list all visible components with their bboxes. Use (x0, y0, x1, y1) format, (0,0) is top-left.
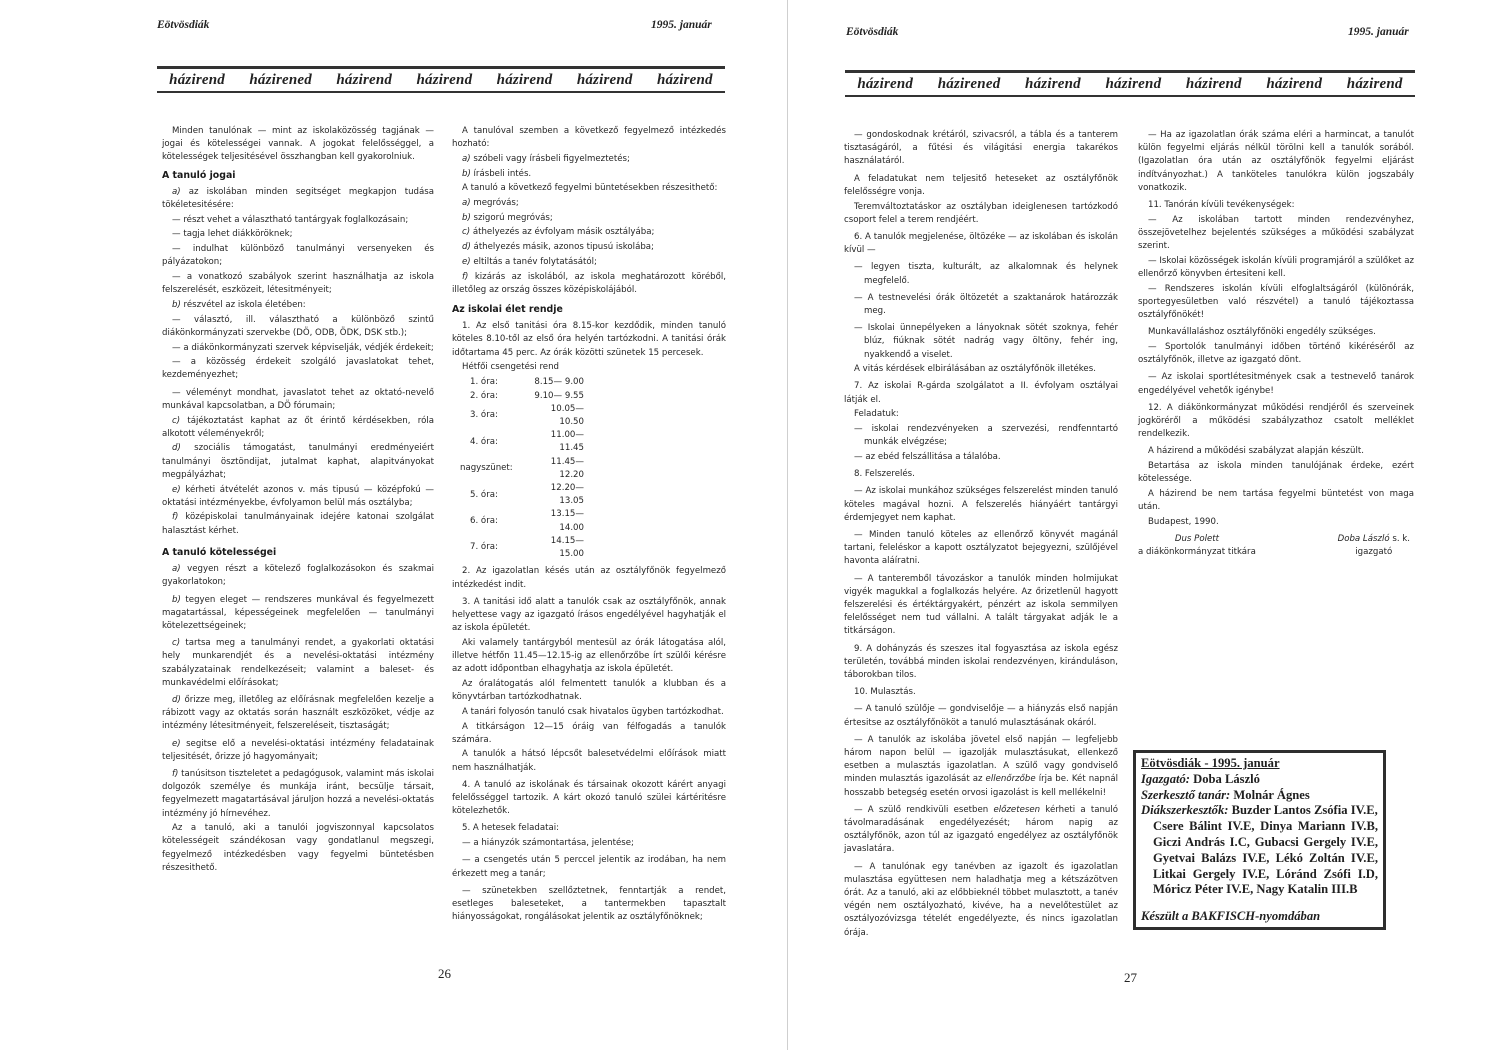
penalty: d) áthelyezés másik, azonos tipusú iskolába; (462, 242, 654, 253)
page-number-right: 27 (1124, 970, 1137, 985)
schedule-title: Hétfői csengetési rend (462, 362, 559, 373)
penalty: f) kizárás az iskolából, az iskola meghatározott köréből, illetőleg az ország összes középiskolájából. (452, 271, 726, 295)
right-a-item: — a vonatkozó szabályok szerint használhatja az iskola felszerelését, eszközeit, létesitményeit; (162, 272, 434, 296)
right-c: c) tájékoztatást kaphat az őt érintő kérdésekben, róla alkotott véleményekről; (162, 415, 434, 439)
schedule-row: 4. óra: 11.00—11.45 (470, 430, 584, 454)
rule-7-item: — az ebéd felszállitása a tálalóba. (854, 451, 1001, 462)
schedule-row: 7. óra: 14.15—15.00 (470, 535, 584, 560)
band-word: házirened (937, 75, 1001, 92)
schedule-row: 2. óra: 9.10— 9.55 (470, 390, 584, 401)
rule-9: 9. A dohányzás és szeszes ital fogyasztása az iskola egész területén, továbbá minden iskolai rendezvényen, kiránduláson, táborokban tilos. (844, 643, 1118, 681)
measure: b) írásbeli intés. (462, 168, 532, 179)
right-a-item: — indulhat különböző tanulmányi versenyeken és pályázatokon; (162, 244, 434, 268)
duty: e) segitse elő a nevelési-oktatási intézmény feladatainak teljesitését, őrizze jó hagyományait; (162, 738, 434, 762)
band-word: házirend (857, 75, 914, 92)
duty: a) vegyen részt a kötelező foglalkozásokon és szakmai gyakorlatokon; (162, 564, 434, 588)
running-head-date: 1995. január (651, 19, 712, 31)
penalties-intro: A tanuló a következő fegyelmi büntetésekben részesithető: (462, 183, 718, 194)
rule-11-item: — Sportolók tanulmányi időben történő kikéréséről az osztályfőnök, illetve az igazgató dönt. (1138, 342, 1414, 366)
running-head-title: Eötvösdiák (846, 26, 899, 38)
band-word: házirend (1266, 75, 1323, 92)
paragraph: Munkavállaláshoz osztályfőnöki engedély szükséges. (1148, 327, 1376, 338)
band-word: házirend (169, 71, 225, 88)
measure: a) szóbeli vagy írásbeli figyelmeztetés; (462, 153, 630, 164)
schedule-row: 1. óra: 8.15— 9.00 (470, 377, 584, 388)
band-word: házirend (1025, 75, 1081, 92)
signatures (1138, 533, 1414, 558)
right-b-item: — választó, ill. választható a különböző szintű diákönkormányzati szervekbe (DÖ, ODB, ÖDK, DSK stb.); (162, 314, 434, 338)
imprint-box (1133, 750, 1386, 930)
penalty: c) áthelyezés az évfolyam másik osztályába; (462, 227, 655, 238)
penalty: b) szigorú megróvás; (462, 212, 553, 223)
rule-6: 6. A tanulók megjelenése, öltözéke — az iskolában és iskolán kívül — (844, 231, 1118, 256)
duty: b) tegyen eleget — rendszeres munkával és fegyelmezett magatartással, képességeinek megfelelően — tanulmányi kötelezettségeinek; (162, 594, 434, 631)
rule-10-item: — A szülő rendkivüli esetben előzetesen kérheti a tanuló távolmaradásának engedélyezését; három napig az osztályfőnök, azon túl az igazgató engedélyez az osztályfőnök javaslatára. (844, 804, 1119, 855)
rule-10-item: — A tanuló szülője — gondviselője — a hiányzás első napján értesitse az osztályfőnököt a tanuló mulasztásának okáról. (844, 704, 1118, 728)
section-band (845, 70, 1415, 97)
right-b-item: — véleményt mondhat, javaslatot tehet az oktató-nevelő munkával kapcsolatban, a DÖ fórumain; (162, 387, 434, 411)
paragraph: A vitás kérdések elbirálásában az osztályfőnök illetékes. (854, 364, 1096, 375)
intro-paragraph: Minden tanulónak — mint az iskolaközösség tagjának — jogai és kötelességei vannak. A jogokat felelősséggel, a kötelességek teljesitésével összhangban kell gyakorolniuk. (162, 126, 434, 163)
rule-5-item: — a csengetés után 5 perccel jelentik az irodában, ha nem érkezett meg a tanár; (452, 855, 726, 879)
rule-3c: Az óralátogatás alól felmentett tanulók a klubban és a könyvtárban tartózkodhatnak. (452, 678, 726, 703)
rule-8-item: — Minden tanuló köteles az ellenőrző könyvét magánál tartani, feleléskor a kapott osztályzatot bejegyezni, szülőjével havonta aláíratni. (844, 529, 1118, 567)
band-word: házirened (249, 71, 312, 88)
column-right-1 (844, 129, 1118, 941)
imprint-title: Eötvösdiák - 1995. január (1141, 756, 1280, 770)
duty: c) tartsa meg a tanulmányi rendet, a gyakorlati oktatási hely munkarendjét és a nevelési-oktatási intézmény szabályzatainak rendelkezéseit; valamint a baleset- és munkavédelmi előírásokat; (162, 638, 435, 688)
rule-11-item: — Rendszeres iskolán kívüli elfoglaltságáról (különórák, sportegyesületben való részvétel) a tanuló tájékoztassa osztályfőnökét! (1138, 283, 1414, 321)
rule-11-item: — Az iskolai sportlétesitmények csak a testnevelő tanárok engedélyével vehetők igénybe! (1138, 372, 1414, 396)
rule-3e: A titkárságon 12—15 óráig van félfogadás a tanulók számára. (452, 721, 726, 745)
page-number-left: 26 (438, 966, 451, 981)
paragraph: A házirend a működési szabályzat alapján készült. (1148, 446, 1364, 457)
signature-right: Doba László s. k. igazgató (1337, 534, 1410, 557)
rule-8: 8. Felszerelés. (854, 469, 915, 480)
rule-5-item: — szünetekben szellőztetnek, fenntartják a rendet, esetleges baleseteket, a tantermekben tapasztalt hiányosságokat, rongálásokat jelentik az osztályfőnöknek; (452, 885, 726, 923)
imprint-editor: Szerkesztő tanár: Molnár Ágnes (1141, 787, 1310, 802)
band-word: házirend (336, 71, 393, 88)
penalty: a) megróvás; (462, 198, 519, 209)
band-word: házirend (656, 71, 713, 88)
column-left-2 (452, 125, 726, 926)
rule-10-item: — A tanulók az iskolába jövetel első napján — legfeljebb három napon belül — igazolják mulasztásukat, ellenkező esetben a mulasztás igazolatlan. A szülő vagy gondviselő minden mulasztás igazolását az ellenőrzőbe írja be. Két napnál hosszabb betegség esetén orvosi igazolást is kell mellékelni! (844, 734, 1118, 798)
rule-4: 4. A tanuló az iskolának és társainak okozott kárért anyagi felelősséggel tartozik. A kárt okozó tanuló szülei kártéritésre kötelezhetők. (452, 779, 726, 817)
rule-8-item: — A tanteremből távozáskor a tanulók minden holmijukat vigyék magukkal a foglalkozás helyére. Az őrizetlenül hagyott felszerelési és értéktárgyakért, pénzért az iskola semmilyen felelősséget nem tud vállalni. A talált tárgyakat adják le a titkárságon. (844, 573, 1118, 637)
imprint-students: Csere Bálint IV.E, Dinya Mariann IV.B, Giczi András I.C, Gubacsi Gergely IV.E, Gyetvai Balázs IV.E, Lékó Zoltán IV.E, Litkai Gergely IV.E, Lóránd Zsófi I.D, Móricz Péter IV.E, Nagy Katalin III.B (1153, 819, 1378, 897)
duty: d) őrizze meg, illetőleg az előírásnak megfelelően kezelje a rábizott vagy az oktatás során használt eszközöket, védje az intézmény létesitményeit, felszereléseit, tisztaságát; (162, 694, 435, 732)
imprint-students-label: Diákszerkesztők: Buzder Lantos Zsófia IV.E, (1141, 803, 1378, 818)
duty: f) tanúsitson tiszteletet a pedagógusok, valamint más iskolai dolgozók személye és munkája iránt, becsülje társait, fegyelmezett magatartásával járuljon hozzá a nevelési-oktatás intézmény jó hírnevéhez. (162, 768, 434, 819)
rule-10: 10. Mulasztás. (854, 687, 916, 698)
rule-8-item: — Az iskolai munkához szükséges felszerelést minden tanuló köteles magával hozni. A felszerelés hiányáért tantárgyi érdemjegyet nem kaphat. (844, 486, 1118, 523)
right-b-item: — a közösség érdekeit szolgáló javaslatokat tehet, kezdeményezhet; (162, 357, 434, 381)
right-a-item: — tagja lehet diákköröknek; (172, 229, 293, 240)
heading-rights: A tanuló jogai (162, 169, 236, 181)
place-date: Budapest, 1990. (1148, 516, 1219, 527)
duty-item: — gondoskodnak krétáról, szivacsról, a tábla és a tanterem tisztaságáról, a fűtési és világitási energia takarékos használatáról. (844, 130, 1118, 167)
rule-6-item: — A testnevelési órák öltözetét a szaktanárok határozzák meg. (854, 292, 1118, 316)
rule-5: 5. A hetesek feladatai: (462, 823, 560, 834)
rule-10-item: — A tanulónak egy tanévben az igazolt és igazolatlan mulasztása együttesen nem haladhatja meg a kétszázötven órát. Az a tanuló, aki az előbbieknél többet mulasztott, a tanév végén nem osztályozható, kivéve, ha a nevelőtestület az osztályozóvizsga tételét engedélyezte, és nincs igazolatlan órája. (844, 861, 1118, 938)
imprint-director: Igazgató: Doba László (1141, 771, 1260, 786)
right-e: e) kérheti átvételét azonos v. más tipusú — középfokú — oktatási intézményekbe, évfolyamon belül más osztályba; (162, 484, 434, 508)
right-a: a) az iskolában minden segitséget megkapjon tudása tökéletesitésére: (162, 186, 434, 211)
schedule-row: 6. óra: 13.15—14.00 (470, 509, 584, 533)
right-b: b) részvétel az iskola életében: (172, 299, 306, 310)
rule-12: 12. A diákönkormányzat működési rendjéről és szerveinek jogköréről a működési szabályzathoz csatolt melléklet rendelkezik. (1138, 402, 1414, 440)
band-word: házirend (1346, 75, 1403, 92)
paragraph: A feladatukat nem teljesitő heteseket az osztályfőnök felelősségre vonja. (844, 173, 1118, 197)
rule-3: 3. A tanitási idő alatt a tanulók csak az osztályfőnök, annak helyettese vagy az igazgató írásos engedélyével hagyhatják el az iskola épületét. (452, 596, 726, 634)
paragraph: Betartása az iskola minden tanulójának érdeke, ezért kötelessége. (1138, 461, 1414, 485)
rule-7-item: — iskolai rendezvényeken a szervezési, rendfenntartó munkák elvégzése; (854, 424, 1118, 448)
paragraph: A házirend be nem tartása fegyelmi büntetést von maga után. (1138, 489, 1414, 513)
right-b-item: — a diákönkormányzati szervek képviselják, védjék érdekeit; (172, 342, 434, 353)
band-word: házirend (1185, 75, 1242, 92)
schedule-row: 3. óra: 10.05—10.50 (470, 403, 584, 428)
heading-school-order: Az iskolai élet rendje (452, 303, 563, 315)
band-word: házirend (576, 71, 633, 88)
rule-6-item: — Iskolai ünnepélyeken a lányoknak sötét szoknya, fehér blúz, fiúknak sötét nadrág vagy öltöny, fehér ing, nyakkendő a viselet. (854, 323, 1118, 360)
rule-1: 1. Az első tanitási óra 8.15-kor kezdődik, minden tanuló köteles 8.10-től az első óra helyén tartózkodni. A tanitási órák időtartama 45 perc. Az órák közötti szünetek 15 percesek. (452, 321, 726, 358)
measures-intro: A tanulóval szemben a következő fegyelmező intézkedés hozható: (452, 126, 726, 150)
running-head-title: Eötvösdiák (157, 19, 210, 31)
closing-paragraph: Az a tanuló, aki a tanulói jogviszonnyal kapcsolatos kötelességeit szándékosan vagy gondatlanul megszegi, fegyelmező intézkedésben vagy fegyelmi büntetésben részesithető. (162, 823, 434, 873)
right-d: d) szociális támogatást, tanulmányi eredményeiért tanulmányi ösztöndijat, jutalmat kaphat, alapitványokat megpályázhat; (162, 443, 435, 480)
right-f: f) középiskolai tanulmányainak idejére katonai szolgálat halasztást kérhet. (162, 512, 434, 536)
rule-3b: Aki valamely tantárgyból mentesül az órák látogatása alól, illetve hétfőn 11.45—12.15-ig az ellenőrzőbe írt szülői kérésre az adott időpontban elhagyhatja az iskola épületét. (452, 637, 726, 675)
rule-11-item: — Az iskolában tartott minden rendezvényhez, összejövetelhez bejelentés szükséges a működési szabályzat szerint. (1138, 214, 1414, 252)
paragraph: — Ha az igazolatlan órák száma eléri a harmincat, a tanulót külön fegyelmi eljárás nélkül törölni kell a tanulók sorából. (Igazolatlan óra után az osztályfőnök fegyelmi eljárást indítványozhat.) A tanköteles tanulókra külön jogszabály vonatkozik. (1138, 130, 1414, 193)
penalty: e) eltiltás a tanév folytatásától; (462, 256, 597, 267)
rule-3d: A tanári folyosón tanuló csak hivatalos ügyben tartózkodhat. (462, 706, 724, 717)
rule-2: 2. Az igazolatlan késés után az osztályfőnök fegyelmező intézkedést indit. (452, 566, 726, 590)
schedule-row-break: nagyszünet: 11.45—12.20 (460, 456, 584, 480)
paragraph: Teremváltoztatáskor az osztályban ideiglenesen tartózkodó csoport felel a terem rendjéért. (844, 201, 1118, 225)
band-word: házirend (1105, 75, 1162, 92)
rule-7: 7. Az iskolai R-gárda szolgálatot a II. évfolyam osztályai látják el. (844, 381, 1118, 405)
rule-3f: A tanulók a hátsó lépcsőt balesetvédelmi előírások miatt nem használhatják. (452, 749, 726, 773)
column-right-2 (1138, 129, 1414, 558)
running-head-date: 1995. január (1348, 26, 1409, 38)
rule-11-item: — Iskolai közösségek iskolán kívüli programjáról a szülőket az ellenőrző könyvben értesiteni kell. (1138, 255, 1414, 280)
imprint-press: Készült a BAKFISCH-nyomdában (1141, 909, 1321, 924)
right-a-item: — részt vehet a választható tantárgyak foglalkozásain; (172, 214, 409, 225)
rule-7-tasks: Feladatuk: (854, 409, 899, 420)
schedule-row: 5. óra: 12.20—13.05 (470, 483, 584, 507)
band-word: házirend (496, 71, 553, 88)
bell-schedule (460, 376, 584, 561)
section-band (157, 66, 725, 93)
rule-6-item: — legyen tiszta, kulturált, az alkalomnak és helynek megfelelő. (854, 262, 1118, 286)
rule-5-item: — a hiányzók számontartása, jelentése; (462, 838, 634, 849)
band-word: házirend (416, 71, 473, 88)
heading-duties: A tanuló kötelességei (162, 546, 277, 558)
signature-left: Dus Polett a diákönkormányzat titkára (1138, 534, 1256, 557)
column-left-1 (162, 125, 434, 877)
rule-11: 11. Tanórán kívüli tevékenységek: (1148, 200, 1295, 211)
